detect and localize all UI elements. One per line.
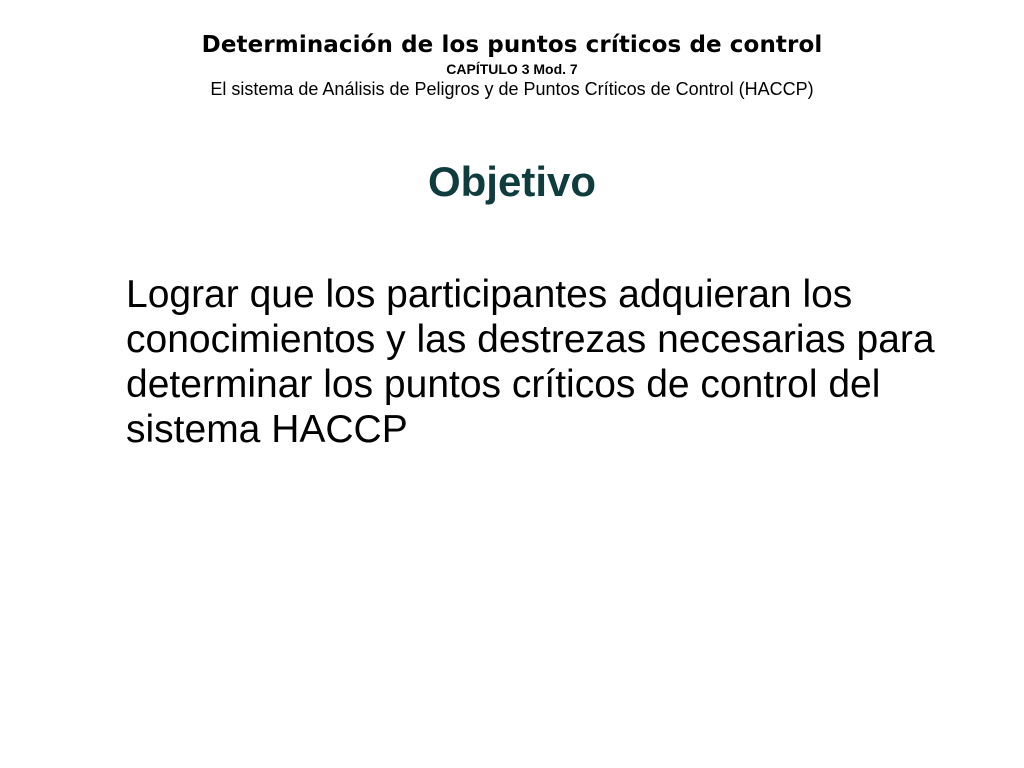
header-subtitle: El sistema de Análisis de Peligros y de Puntos Críticos de Control (HACCP) <box>210 79 814 99</box>
slide-header <box>0 30 1024 100</box>
header-title: Determinación de los puntos críticos de control <box>201 32 823 58</box>
objective-title: Objetivo <box>427 158 597 205</box>
header-chapter: CAPÍTULO 3 Mod. 7 <box>446 61 578 77</box>
objective-body-text: Lograr que los participantes adquieran los conocimientos y las destrezas necesarias para determinar los puntos críticos de control del sistema HACCP <box>126 273 935 451</box>
